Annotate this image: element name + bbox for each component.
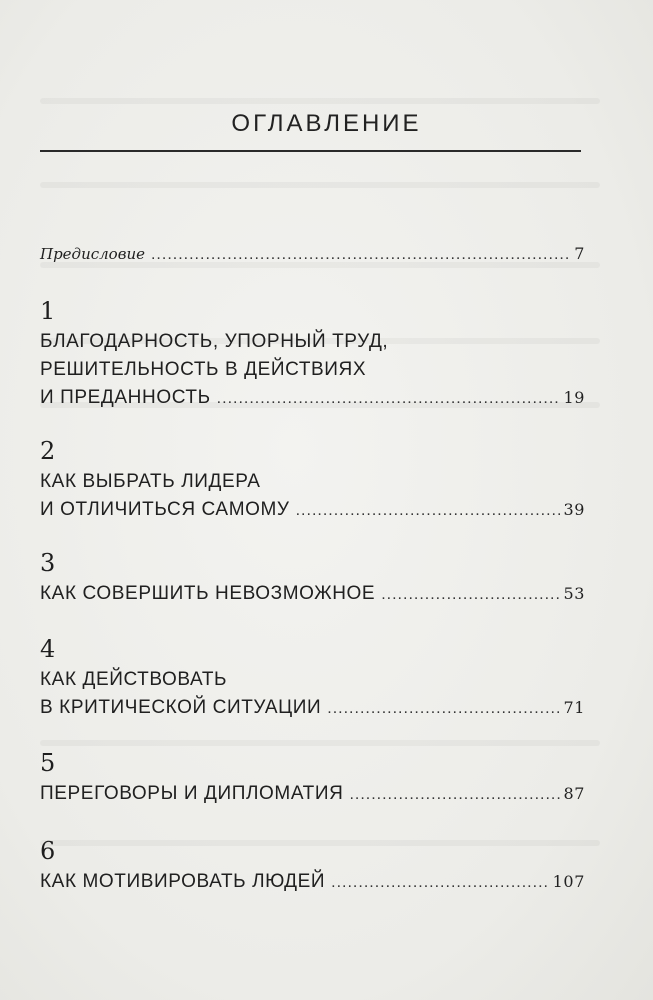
chapter-number: 1	[40, 297, 56, 325]
preface-label: Предисловие	[40, 245, 145, 263]
leader-dots	[296, 497, 561, 525]
toc-line	[40, 868, 585, 897]
toc-line	[40, 780, 585, 809]
chapter-title-line: КАК ДЕЙСТВОВАТЬ	[40, 669, 228, 690]
leader-dots	[151, 241, 571, 269]
show-through-mark	[40, 98, 600, 104]
show-through-mark	[40, 740, 600, 746]
chapter-title-line: И ОТЛИЧИТЬСЯ САМОМУ	[40, 499, 290, 520]
chapter-title-line: И ПРЕДАННОСТЬ	[40, 387, 211, 408]
show-through-mark	[40, 182, 600, 188]
toc-entry-chapter-5[interactable]	[40, 750, 585, 809]
leader-dots	[217, 385, 561, 413]
toc-line	[40, 496, 585, 525]
toc-line	[40, 384, 585, 413]
page-number: 53	[563, 584, 585, 603]
chapter-number: 4	[40, 635, 56, 663]
chapter-number: 6	[40, 837, 56, 865]
toc-entry-chapter-3[interactable]	[40, 550, 585, 609]
toc-entry-chapter-2[interactable]	[40, 438, 585, 525]
chapter-title-line: БЛАГОДАРНОСТЬ, УПОРНЫЙ ТРУД,	[40, 331, 389, 352]
chapter-number: 3	[40, 549, 56, 577]
page-number: 19	[563, 388, 585, 407]
page-title: ОГЛАВЛЕНИЕ	[231, 110, 422, 137]
page-number: 87	[563, 784, 585, 803]
toc-line	[40, 240, 585, 269]
chapter-title-line: В КРИТИЧЕСКОЙ СИТУАЦИИ	[40, 697, 322, 718]
title-rule	[40, 150, 581, 152]
page-number: 7	[574, 244, 585, 263]
toc-entry-chapter-4[interactable]	[40, 636, 585, 723]
chapter-number: 2	[40, 437, 56, 465]
chapter-title-line: КАК МОТИВИРОВАТЬ ЛЮДЕЙ	[40, 871, 326, 892]
page-number: 39	[563, 500, 585, 519]
toc-line	[40, 580, 585, 609]
toc-entry-chapter-1[interactable]	[40, 298, 585, 413]
chapter-title-line: ПЕРЕГОВОРЫ И ДИПЛОМАТИЯ	[40, 783, 344, 804]
toc-entry-chapter-6[interactable]	[40, 838, 585, 897]
leader-dots	[381, 581, 560, 609]
chapter-title-line: КАК ВЫБРАТЬ ЛИДЕРА	[40, 471, 261, 492]
chapter-title-line: КАК СОВЕРШИТЬ НЕВОЗМОЖНОЕ	[40, 583, 376, 604]
leader-dots	[349, 781, 560, 809]
page-number: 107	[552, 872, 585, 891]
chapter-number: 5	[40, 749, 56, 777]
toc-entry-preface[interactable]	[40, 240, 585, 269]
chapter-title-line: РЕШИТЕЛЬНОСТЬ В ДЕЙСТВИЯХ	[40, 359, 367, 380]
toc-line	[40, 694, 585, 723]
page-number: 71	[563, 698, 585, 717]
leader-dots	[327, 695, 560, 723]
leader-dots	[331, 869, 550, 897]
